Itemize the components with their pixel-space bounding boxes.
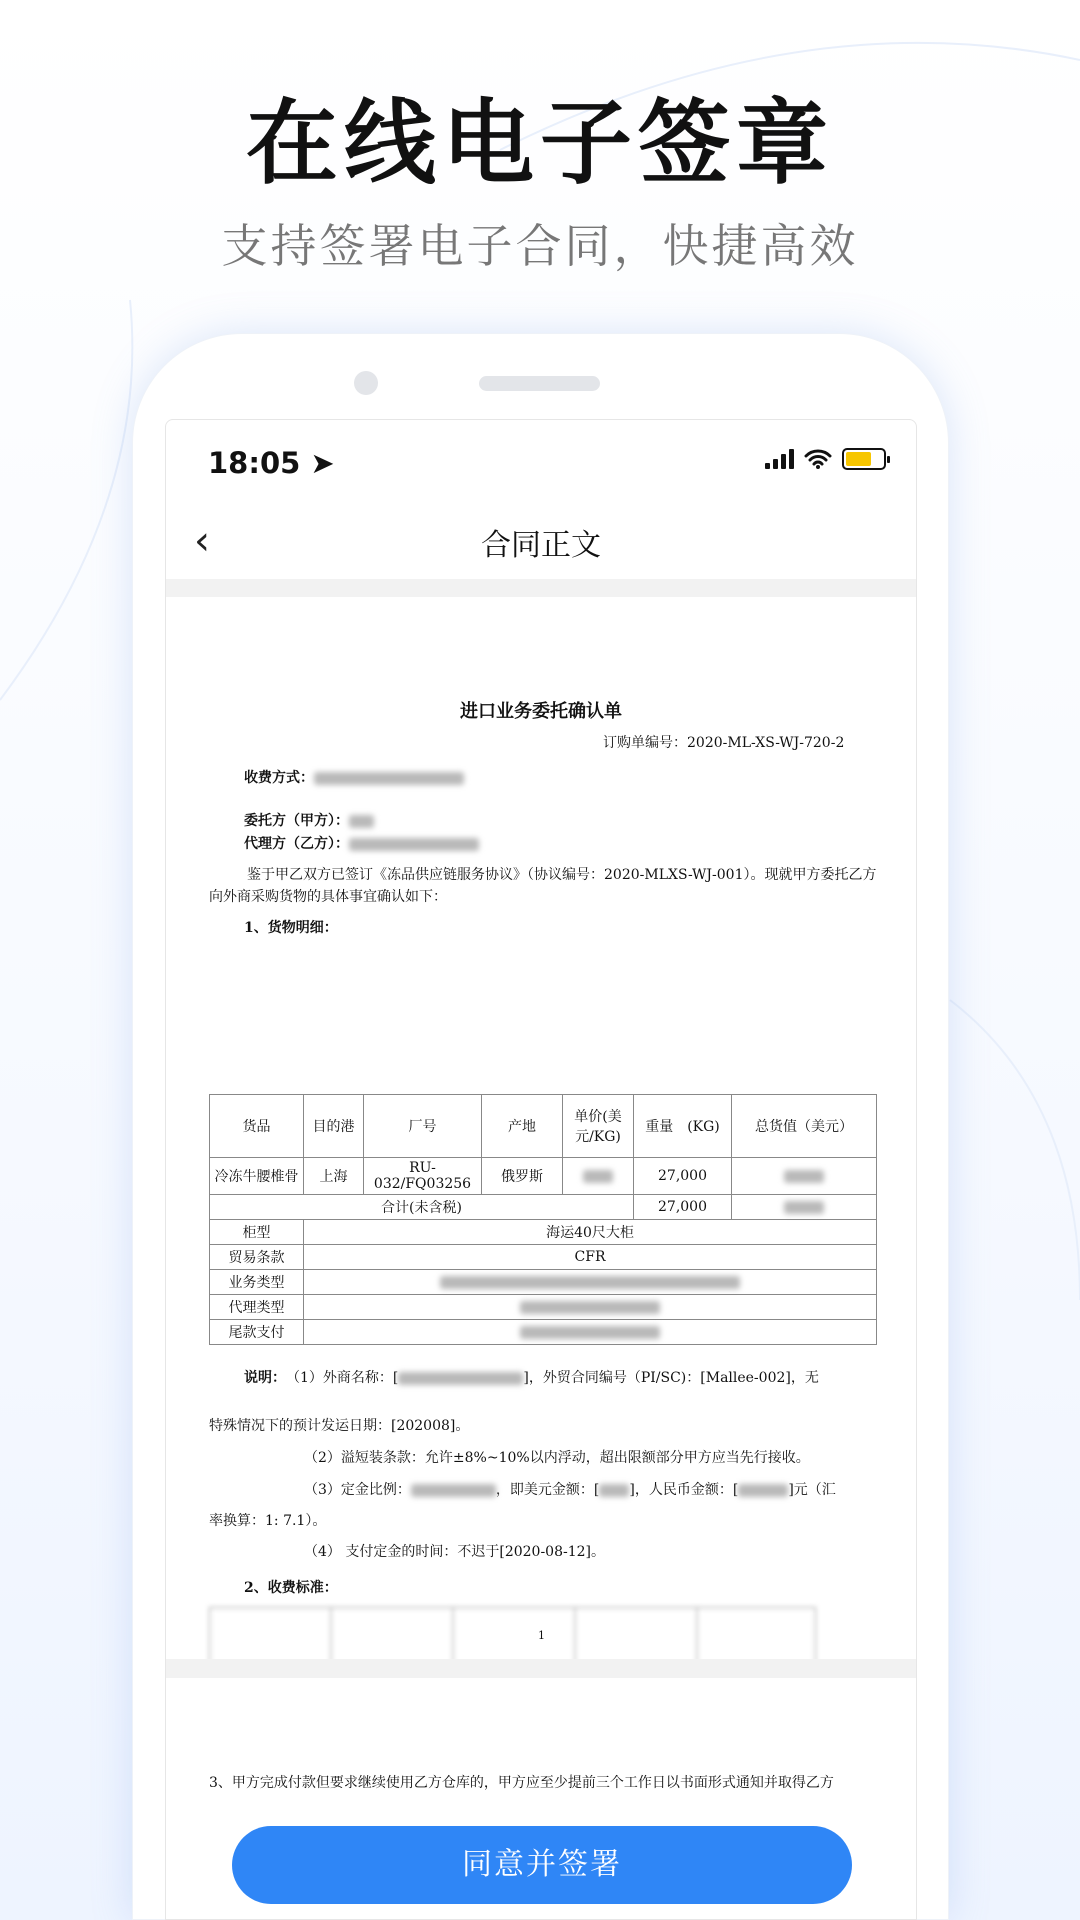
total-weight: 27,000 [634,1195,732,1220]
total-value [732,1195,877,1220]
redacted [738,1484,788,1497]
trade-value: CFR [304,1245,877,1270]
note-4: （4） 支付定金的时间：不迟于[2020-08-12]。 [304,1544,605,1560]
nav-bar [166,500,916,578]
party-a [244,810,374,830]
cell-weight: 27,000 [634,1158,732,1195]
biz-value [304,1270,877,1295]
hero-title: 在线电子签章 [245,90,834,197]
party-b [244,833,479,853]
agent-value [304,1295,877,1320]
total-label: 合计(未含税) [210,1195,634,1220]
cell-total-value [732,1158,877,1195]
th-goods: 货品 [210,1095,304,1158]
container-label: 柜型 [210,1220,304,1245]
redacted [314,772,464,785]
fee-method-label: 收费方式： [244,770,314,786]
battery-icon [842,448,886,470]
th-total-value: 总货值（美元） [732,1095,877,1158]
th-port: 目的港 [304,1095,364,1158]
note-label: 说明： [244,1370,279,1386]
cell-origin: 俄罗斯 [482,1158,563,1195]
redacted [349,815,374,828]
th-factory: 厂号 [364,1095,482,1158]
intro-paragraph: 鉴于甲乙双方已签订《冻品供应链服务协议》（协议编号：2020-MLXS-WJ-001）。现就甲方委托乙方向外商采购货物的具体事宜确认如下： [209,867,877,905]
redacted [349,838,479,851]
note-3-cont: 率换算：1: 7.1）。 [209,1513,327,1529]
note-text: ]元（汇 [788,1482,836,1498]
cell-port: 上海 [304,1158,364,1195]
note-text: （1）外商名称：[ [293,1370,399,1386]
section-2-heading: 2、收费标准： [244,1580,338,1596]
biz-label: 业务类型 [210,1270,304,1295]
doc-title: 进口业务委托确认单 [460,701,622,722]
note-2: （2）溢短装条款：允许±8%~10%以内浮动，超出限额部分甲方应当先行接收。 [304,1450,810,1466]
background-arc [0,300,132,700]
clause-3: 3、甲方完成付款但要求继续使用乙方仓库的，甲方应至少提前三个工作日以书面形式通知并取得乙方 [209,1775,834,1791]
wifi-icon [804,448,832,470]
th-origin: 产地 [482,1095,563,1158]
nav-title: 合同正文 [481,528,601,563]
redacted [411,1484,496,1497]
party-a-label: 委托方（甲方）： [244,813,349,829]
cell-goods: 冷冻牛腰椎骨 [210,1158,304,1195]
th-unit-price: 单价(美元/KG) [563,1095,634,1158]
agree-and-sign-button[interactable]: 同意并签署 [232,1826,852,1904]
balance-value [304,1320,877,1345]
th-weight: 重量 (KG) [634,1095,732,1158]
redacted [398,1372,523,1385]
page-separator [166,579,916,597]
note-text: ]，外贸合同编号（PI/SC)：[Mallee-002]，无 [523,1370,819,1386]
fee-method [244,767,464,787]
order-number: 订购单编号：2020-ML-XS-WJ-720-2 [603,735,845,751]
section-1-heading: 1、货物明细： [244,920,338,936]
phone-screen [165,419,917,1920]
note-text: ]，人民币金额：[ [629,1482,739,1498]
signal-icon [765,449,794,469]
container-value: 海运40尺大柜 [304,1220,877,1245]
cell-unit-price [563,1158,634,1195]
speaker-slot [479,376,600,391]
trade-label: 贸易条款 [210,1245,304,1270]
note-3 [304,1479,836,1499]
page-separator [166,1659,916,1678]
camera-dot [354,371,378,395]
party-b-label: 代理方（乙方）： [244,836,349,852]
note-text: ，即美元金额：[ [495,1482,600,1498]
note-text: （3）定金比例： [304,1482,411,1498]
cell-factory: RU-032/FQ03256 [364,1158,482,1195]
status-time: 18:05 ➤ [208,446,335,480]
goods-table [209,1094,877,1345]
page-number: 1 [538,1629,545,1642]
status-icons [765,448,886,470]
balance-label: 尾款支付 [210,1320,304,1345]
agent-label: 代理类型 [210,1295,304,1320]
note-1-cont: 特殊情况下的预计发运日期：[202008]。 [209,1418,470,1434]
hero-subtitle: 支持签署电子合同，快捷高效 [221,219,859,273]
redacted [599,1484,629,1497]
document-page-1 [166,597,916,1660]
background-arc [950,1000,1080,1300]
back-icon[interactable]: ‹ [194,518,210,564]
note-1 [244,1367,819,1387]
